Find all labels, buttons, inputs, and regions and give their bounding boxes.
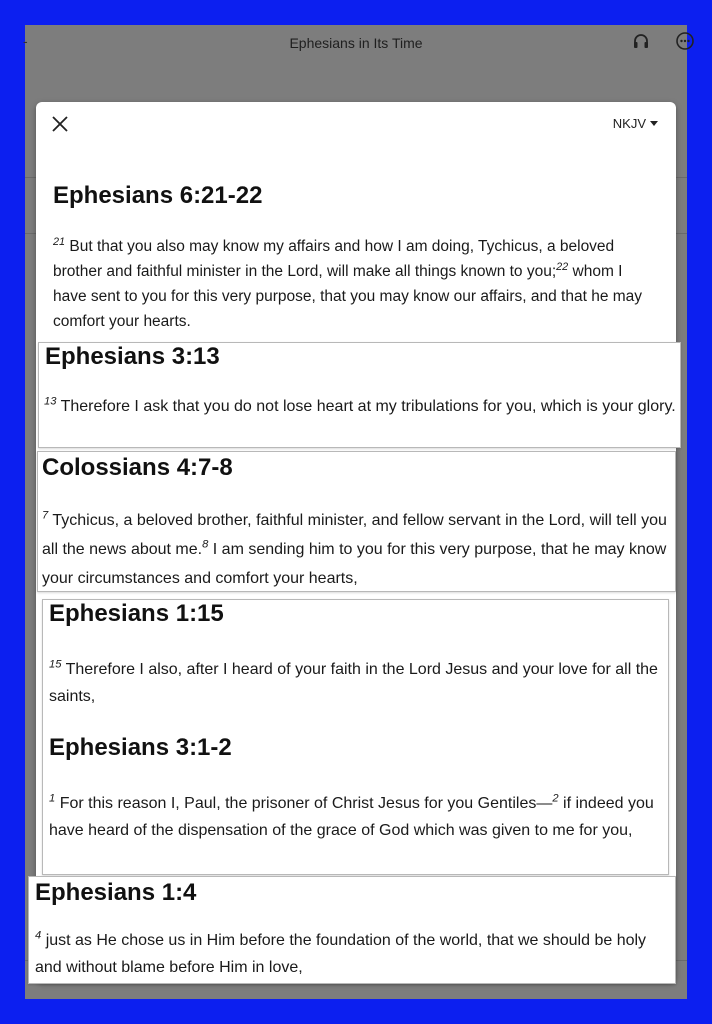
passage-ephesians-6-21 [36, 178, 676, 343]
verse-text: Therefore I ask that you do not lose heart at my tribulations for you, which is your glory. [60, 398, 676, 415]
version-selector[interactable] [613, 116, 658, 131]
verse-text: Therefore I also, after I heard of your faith in the Lord Jesus and your love for all the saints, [49, 661, 658, 705]
verse-text: just as He chose us in Him before the foundation of the world, that we should be holy and without blame before Him in love, [35, 932, 647, 976]
verse-number: 21 [53, 235, 66, 248]
verse-text: Tychicus, a beloved brother, faithful minister, and fellow servant in the Lord, will tell you all the news about me. [42, 512, 667, 558]
passage-reference[interactable]: Ephesians 3:13 [45, 343, 220, 370]
verse-number: 15 [49, 658, 62, 671]
verse-number: 22 [556, 260, 569, 273]
app-title: Ephesians in Its Time [289, 35, 423, 51]
passage-text [44, 393, 678, 420]
passage-text [49, 790, 661, 844]
passage-reference[interactable]: Ephesians 3:1-2 [49, 734, 232, 761]
verse-text: But that you also may know my affairs and how I am doing, Tychicus, a beloved brother and faithful minister in the Lord, will make all things known to you; [53, 238, 615, 280]
passage-text [49, 656, 661, 710]
verse-number: 2 [552, 792, 559, 805]
verse-number: 7 [42, 509, 49, 522]
headphones-icon[interactable] [631, 31, 651, 51]
passage-text [42, 506, 670, 593]
verse-number: 13 [44, 395, 57, 408]
passage-ephesians-3-13 [38, 342, 681, 448]
verse-text: whom I have sent to you for this very purpose, that you may know our affairs, and that he may comfort your hearts. [53, 263, 643, 330]
verse-number: 1 [49, 792, 56, 805]
caret-down-icon [650, 121, 658, 126]
close-icon[interactable] [50, 114, 70, 134]
back-glyph[interactable]: - [23, 33, 28, 49]
verse-text: I am sending him to you for this very purpose, that he may know your circumstances and comfort your hearts, [42, 541, 667, 587]
passage-text [35, 927, 675, 981]
more-icon[interactable] [675, 31, 695, 51]
version-label: NKJV [612, 116, 646, 131]
app-header [25, 25, 687, 61]
passage-reference[interactable]: Ephesians 6:21-22 [53, 182, 263, 209]
verse-text: For this reason I, Paul, the prisoner of Christ Jesus for you Gentiles— [59, 795, 553, 812]
verse-text: if indeed you have heard of the dispensation of the grace of God which was given to me for you, [49, 795, 654, 839]
passage-reference[interactable]: Ephesians 1:15 [49, 600, 224, 627]
passage-group-ephesians-1-15 [42, 599, 669, 875]
passage-reference[interactable]: Ephesians 1:4 [35, 879, 197, 906]
passage-ephesians-1-4 [28, 876, 676, 984]
verse-number: 4 [35, 929, 42, 942]
passage-text [53, 234, 659, 334]
passage-colossians-4-7 [37, 451, 676, 592]
passage-reference[interactable]: Colossians 4:7-8 [42, 454, 233, 481]
verse-number: 8 [202, 538, 209, 551]
